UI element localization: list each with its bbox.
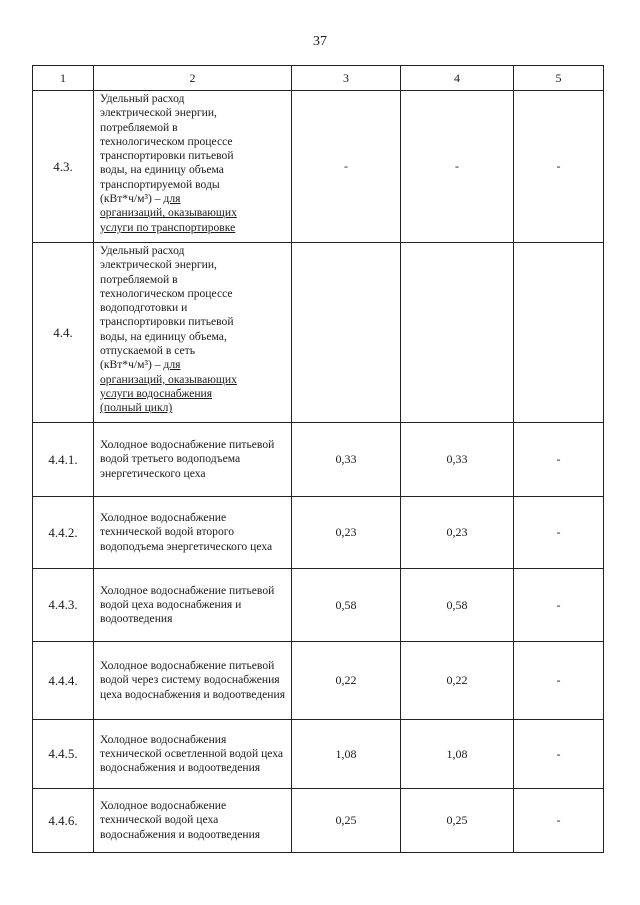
value-col3: - bbox=[292, 91, 401, 243]
table-row bbox=[33, 720, 604, 789]
value-col4: 0,23 bbox=[401, 497, 514, 569]
row-number: 4.4.4. bbox=[33, 642, 94, 720]
value-col5: - bbox=[514, 720, 604, 789]
row-number: 4.4.2. bbox=[33, 497, 94, 569]
row-description: Удельный расход электрической энергии, потребляемой в технологическом процессе транспортировки питьевой воды, на единицу объема транспортируемой воды (кВт*ч/м³) – для организаций, оказывающих услуги по транспортировке bbox=[94, 91, 292, 243]
value-col3: 0,22 bbox=[292, 642, 401, 720]
row-description: Холодное водоснабжения технической осветленной водой цеха водоснабжения и водоотведения bbox=[94, 720, 292, 789]
table-row bbox=[33, 497, 604, 569]
row-description: Холодное водоснабжение технической водой второго водоподъема энергетического цеха bbox=[94, 497, 292, 569]
row-number: 4.4. bbox=[33, 243, 94, 423]
table-row bbox=[33, 423, 604, 497]
table-row bbox=[33, 243, 604, 423]
row-number: 4.4.3. bbox=[33, 569, 94, 642]
row-number: 4.4.6. bbox=[33, 789, 94, 853]
value-col3: 0,33 bbox=[292, 423, 401, 497]
value-col4: 0,58 bbox=[401, 569, 514, 642]
value-col4 bbox=[401, 243, 514, 423]
row-description: Удельный расход электрической энергии, потребляемой в технологическом процессе водоподготовки и транспортировки питьевой воды, на единицу объема, отпускаемой в сеть (кВт*ч/м³) – для организаций, оказывающих услуги водоснабжения (полный цикл) bbox=[94, 243, 292, 423]
value-col5 bbox=[514, 243, 604, 423]
row-description: Холодное водоснабжение питьевой водой цеха водоснабжения и водоотведения bbox=[94, 569, 292, 642]
table-row bbox=[33, 569, 604, 642]
value-col4: - bbox=[401, 91, 514, 243]
table-row bbox=[33, 789, 604, 853]
value-col3: 0,58 bbox=[292, 569, 401, 642]
table-row bbox=[33, 642, 604, 720]
value-col5: - bbox=[514, 789, 604, 853]
page-number: 37 bbox=[313, 34, 327, 49]
column-header: 5 bbox=[514, 66, 604, 91]
value-col4: 0,22 bbox=[401, 642, 514, 720]
column-header: 4 bbox=[401, 66, 514, 91]
value-col3: 0,23 bbox=[292, 497, 401, 569]
value-col5: - bbox=[514, 497, 604, 569]
value-col5: - bbox=[514, 569, 604, 642]
value-col5: - bbox=[514, 642, 604, 720]
indicators-table bbox=[32, 65, 604, 853]
value-col3 bbox=[292, 243, 401, 423]
value-col4: 1,08 bbox=[401, 720, 514, 789]
row-description: Холодное водоснабжение технической водой цеха водоснабжения и водоотведения bbox=[94, 789, 292, 853]
value-col5: - bbox=[514, 91, 604, 243]
row-number: 4.4.1. bbox=[33, 423, 94, 497]
table-header-row bbox=[33, 66, 604, 91]
row-description: Холодное водоснабжение питьевой водой через систему водоснабжения цеха водоснабжения и водоотведения bbox=[94, 642, 292, 720]
row-description: Холодное водоснабжение питьевой водой третьего водоподъема энергетического цеха bbox=[94, 423, 292, 497]
row-number: 4.4.5. bbox=[33, 720, 94, 789]
value-col4: 0,25 bbox=[401, 789, 514, 853]
value-col3: 0,25 bbox=[292, 789, 401, 853]
column-header: 2 bbox=[94, 66, 292, 91]
table-row bbox=[33, 91, 604, 243]
column-header: 3 bbox=[292, 66, 401, 91]
column-header: 1 bbox=[33, 66, 94, 91]
row-number: 4.3. bbox=[33, 91, 94, 243]
value-col3: 1,08 bbox=[292, 720, 401, 789]
value-col4: 0,33 bbox=[401, 423, 514, 497]
value-col5: - bbox=[514, 423, 604, 497]
